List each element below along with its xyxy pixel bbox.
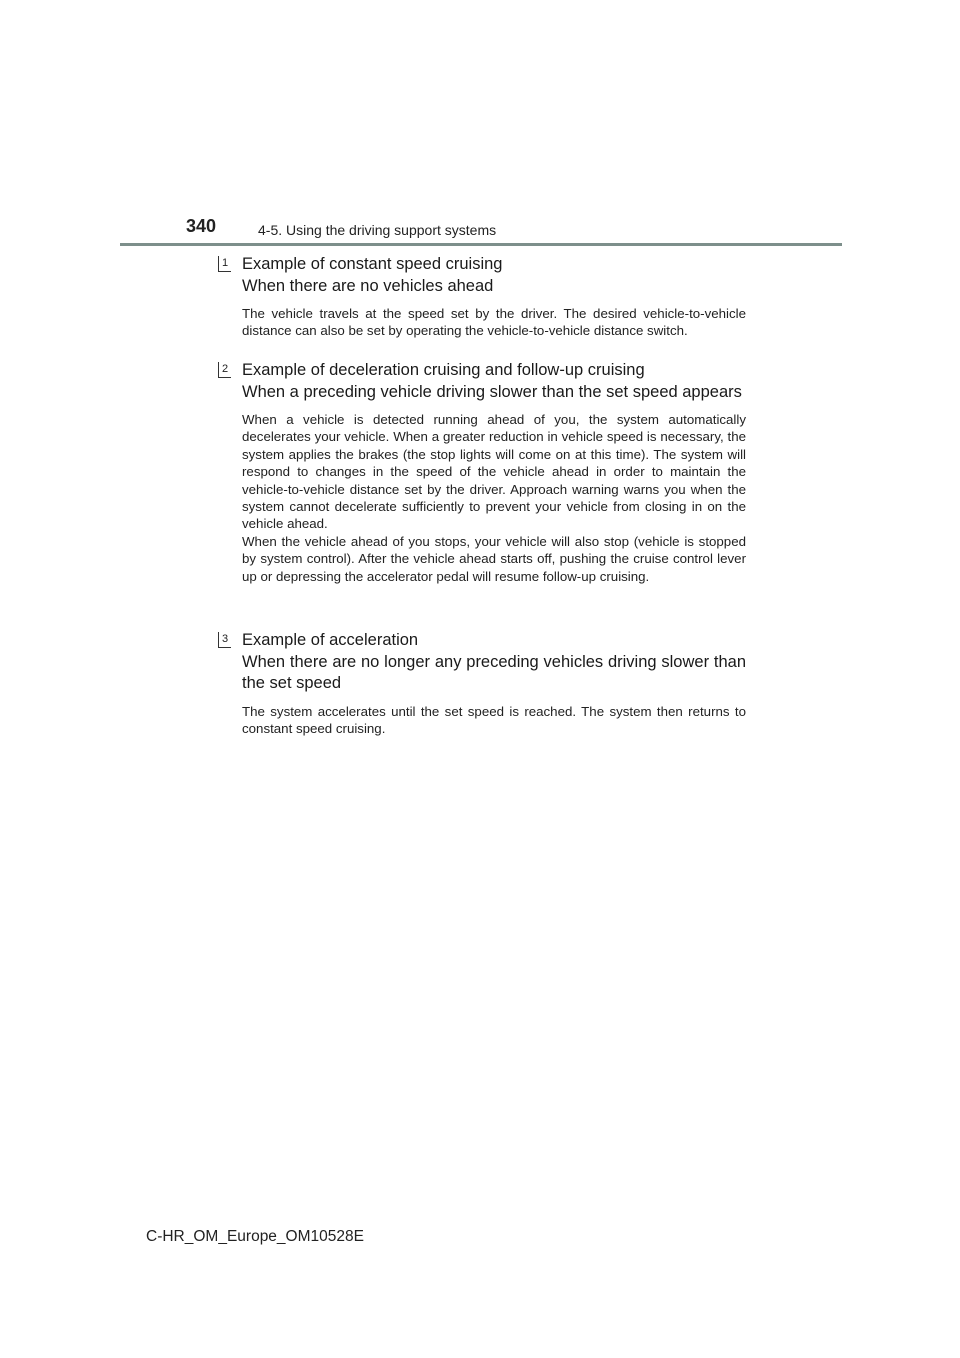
item-body: The vehicle travels at the speed set by the driver. The desired vehicle-to-vehicle distance can also be set by operating the vehicle-to-vehicle distance switch.: [242, 306, 746, 339]
section-title: 4-5. Using the driving support systems: [258, 222, 497, 238]
page-number: 340: [186, 216, 217, 236]
item-body-continued: When the vehicle ahead of you stops, your vehicle will also stop (vehicle is stopped by system control). After the vehicle ahead starts off, pushing the cruise control lever up or depressing the accelerator pedal will resume follow-up cruising.: [242, 533, 746, 584]
header-divider: [120, 243, 842, 246]
item-number-badge: 3: [218, 632, 231, 648]
item-number-badge: 2: [218, 362, 231, 378]
item-body: The system accelerates until the set speed is reached. The system then returns to constant speed cruising.: [242, 703, 746, 736]
item-subheading: When a preceding vehicle driving slower than the set speed appears: [242, 382, 742, 401]
example-item-1: [218, 254, 746, 340]
item-heading-line: Example of constant speed cruising: [242, 255, 503, 273]
item-subheading: When there are no longer any preceding vehicles driving slower than the set speed: [242, 652, 746, 692]
item-number-badge: 1: [218, 256, 231, 272]
example-item-2: [218, 360, 746, 585]
item-body: When a vehicle is detected running ahead of you, the system automatically decelerates your vehicle. When a greater reduction in vehicle speed is necessary, the system applies the brakes (the stop lights will come on at this time). The system will respond to changes in the speed of the vehicle ahead in order to maintain the vehicle-to-vehicle distance set by the driver. Approach warning warns you when the system cannot decelerate sufficiently to prevent your vehicle from closing in on the vehicle ahead.: [242, 412, 746, 532]
item-heading-line: Example of acceleration: [242, 631, 419, 649]
example-item-3: [218, 630, 746, 737]
item-heading-line: Example of deceleration cruising and follow-up cruising: [242, 361, 645, 379]
item-subheading: When there are no vehicles ahead: [242, 276, 494, 295]
document-code: C-HR_OM_Europe_OM10528E: [146, 1228, 364, 1245]
